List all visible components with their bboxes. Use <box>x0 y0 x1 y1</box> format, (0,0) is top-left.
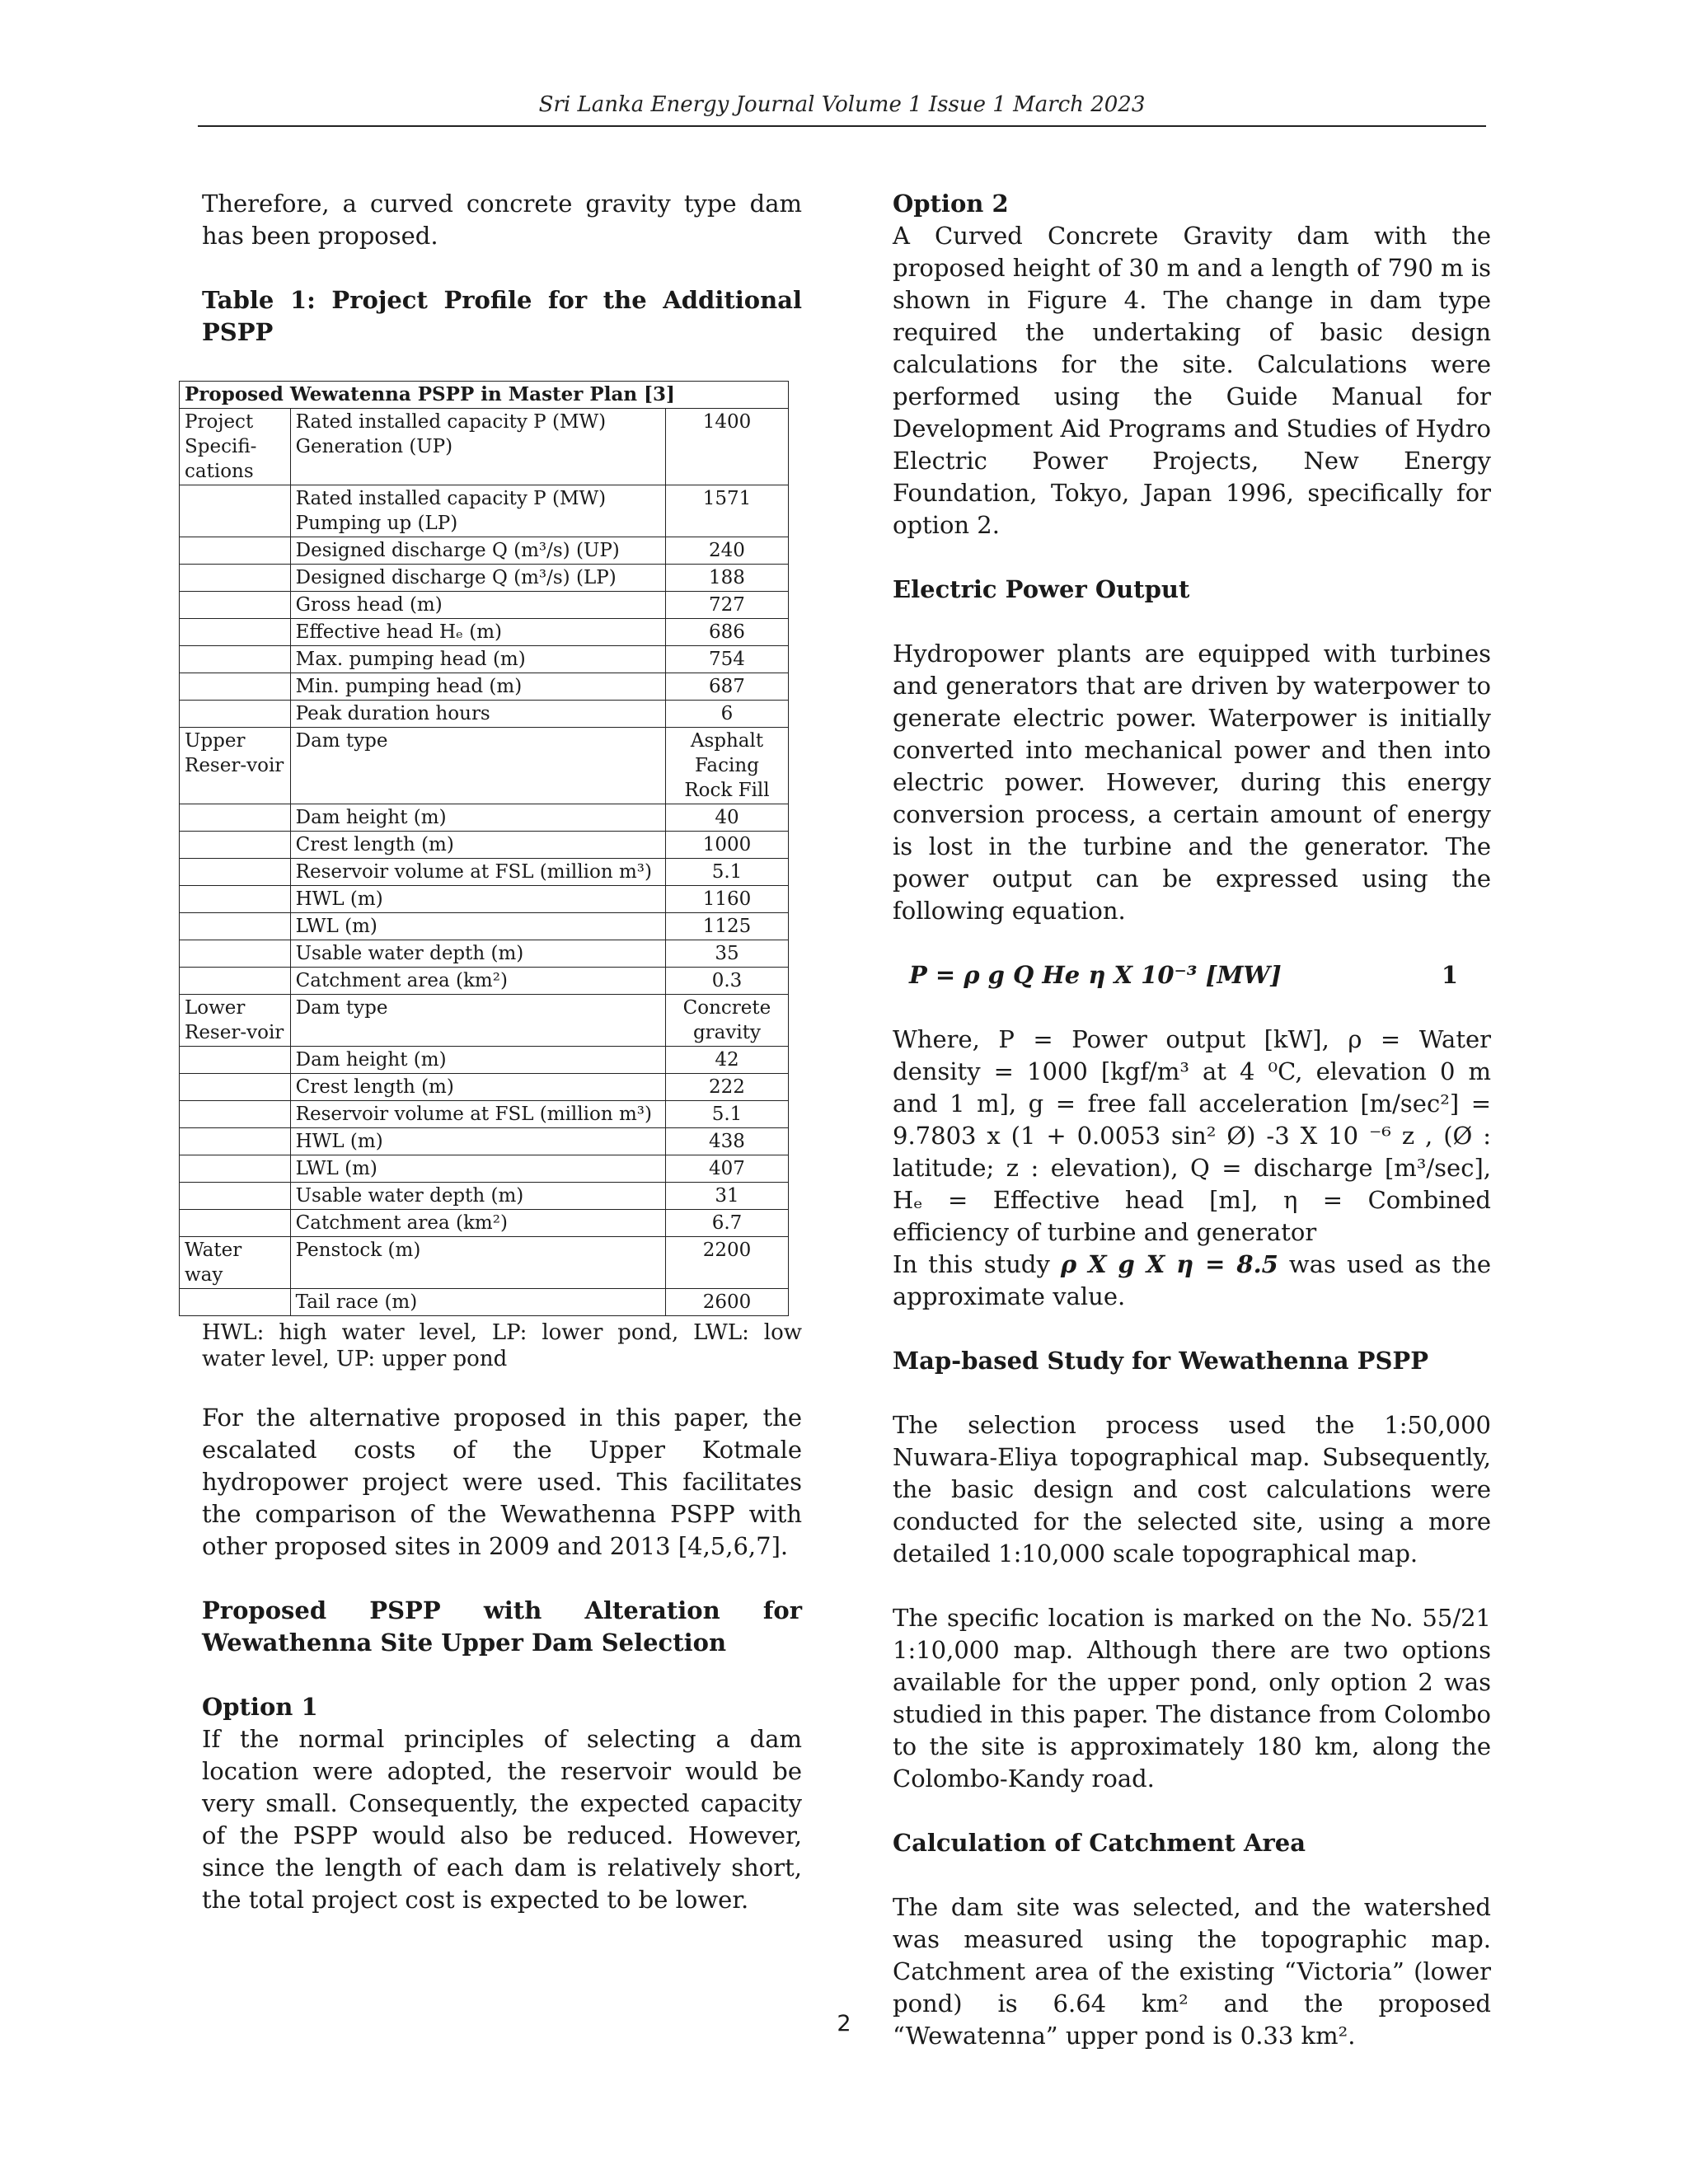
table-row <box>180 1047 789 1074</box>
table-value: 5.1 <box>665 859 788 886</box>
table-category: Water way <box>180 1237 291 1289</box>
table-row <box>180 646 789 673</box>
table-category-cell <box>180 886 291 913</box>
table-category-cell <box>180 1047 291 1074</box>
table-category-cell <box>180 537 291 565</box>
table-parameter: HWL (m) <box>290 886 665 913</box>
table-parameter: Catchment area (km²) <box>290 968 665 995</box>
table-parameter: Max. pumping head (m) <box>290 646 665 673</box>
table-row <box>180 1074 789 1101</box>
table-parameter: Rated installed capacity P (MW) Generation (UP) <box>290 409 665 485</box>
table-category-cell <box>180 565 291 592</box>
table-value: 407 <box>665 1155 788 1183</box>
table-category-cell <box>180 1101 291 1128</box>
power-paragraph: Hydropower plants are equipped with turbines and generators that are driven by waterpower to generate electric power. Waterpower is initially converted into mechanical power and then into electric power. However, during this energy conversion process, a certain amount of energy is lost in the turbine and the generator. The power output can be expressed using the following equation. <box>893 640 1491 925</box>
table-value: 188 <box>665 565 788 592</box>
table-parameter: Usable water depth (m) <box>290 940 665 968</box>
table-row <box>180 940 789 968</box>
table-value: 686 <box>665 619 788 646</box>
table-value: Concrete gravity <box>665 995 788 1047</box>
option2-heading: Option 2 <box>893 190 1009 218</box>
table-row <box>180 804 789 832</box>
table-value: 6.7 <box>665 1210 788 1237</box>
header-rule <box>198 125 1486 127</box>
option2-paragraph: A Curved Concrete Gravity dam with the proposed height of 30 m and a length of 790 m is shown in Figure 4. The change in dam type required the undertaking of basic design calculations for the site. Calculations were performed using the Guide Manual for Development Aid Programs and Studies of Hydro Electric Power Projects, New Energy Foundation, Tokyo, Japan 1996, specifically for option 2. <box>893 222 1491 539</box>
where-paragraph: Where, P = Power output [kW], ρ = Water density = 1000 [kgf/m³ at 4 ⁰C, elevation 0 m and 1 m], g = free fall acceleration [m/sec²] = 9.7803 x (1 + 0.0053 sin² Ø) -3 X 10 ⁻⁶ z , (Ø : latitude; z : elevation), Q = discharge [m³/sec], Hₑ = Effective head [m], η = Combined efficiency of turbine and generator <box>893 1025 1491 1246</box>
study-paragraph <box>893 1249 1491 1313</box>
table-row <box>180 1210 789 1237</box>
table-value: 1400 <box>665 409 788 485</box>
table-row <box>180 565 789 592</box>
table-row <box>180 968 789 995</box>
table-parameter: Catchment area (km²) <box>290 1210 665 1237</box>
table-row <box>180 1128 789 1155</box>
table-category-cell <box>180 1074 291 1101</box>
table-parameter: Peak duration hours <box>290 701 665 728</box>
table-category-cell <box>180 804 291 832</box>
table-parameter: HWL (m) <box>290 1128 665 1155</box>
table-value: 6 <box>665 701 788 728</box>
table-value: 40 <box>665 804 788 832</box>
table-parameter: Designed discharge Q (m³/s) (UP) <box>290 537 665 565</box>
table-category-cell <box>180 701 291 728</box>
table-value: Asphalt Facing Rock Fill <box>665 728 788 804</box>
study-prefix: In this study <box>893 1250 1050 1278</box>
table-row <box>180 619 789 646</box>
table-value: 35 <box>665 940 788 968</box>
table-row <box>180 913 789 940</box>
study-math: ρ X g X η = 8.5 <box>1060 1250 1278 1278</box>
table-value: 1571 <box>665 485 788 537</box>
option1-heading: Option 1 <box>202 1693 318 1721</box>
table-header: Proposed Wewatenna PSPP in Master Plan [3] <box>180 382 789 409</box>
table-parameter: Reservoir volume at FSL (million m³) <box>290 859 665 886</box>
table-row <box>180 673 789 701</box>
table-value: 31 <box>665 1183 788 1210</box>
table-value: 2600 <box>665 1289 788 1316</box>
intro-paragraph: Therefore, a curved concrete gravity type dam has been proposed. <box>202 190 802 250</box>
section-heading: Proposed PSPP with Alteration for Wewathenna Site Upper Dam Selection <box>202 1596 802 1657</box>
table-parameter: Effective head Hₑ (m) <box>290 619 665 646</box>
table-value: 438 <box>665 1128 788 1155</box>
table-caption: Table 1: Project Profile for the Additional PSPP <box>202 286 802 346</box>
table-value: 2200 <box>665 1237 788 1289</box>
map-paragraph-2: The specific location is marked on the No. 55/21 1:10,000 map. Although there are two options available for the upper pond, only option 2 was studied in this paper. The distance from Colombo to the site is approximately 180 km, along the Colombo-Kandy road. <box>893 1604 1491 1793</box>
table-category-cell <box>180 913 291 940</box>
table-row <box>180 859 789 886</box>
table-category-cell <box>180 1289 291 1316</box>
table-category-cell <box>180 619 291 646</box>
map-heading: Map-based Study for Wewathenna PSPP <box>893 1347 1429 1375</box>
table-row <box>180 728 789 804</box>
table-category-cell <box>180 673 291 701</box>
table-header-row <box>180 382 789 409</box>
table-parameter: Dam height (m) <box>290 1047 665 1074</box>
table-row <box>180 832 789 859</box>
table-value: 240 <box>665 537 788 565</box>
table-parameter: Reservoir volume at FSL (million m³) <box>290 1101 665 1128</box>
project-profile-table <box>179 381 789 1316</box>
table-value: 42 <box>665 1047 788 1074</box>
equation-number: 1 <box>1441 961 1458 989</box>
table-value: 754 <box>665 646 788 673</box>
alternative-paragraph: For the alternative proposed in this paper, the escalated costs of the Upper Kotmale hydropower project were used. This facilitates the comparison of the Wewathenna PSPP with other proposed sites in 2009 and 2013 [4,5,6,7]. <box>202 1404 802 1560</box>
table-parameter: LWL (m) <box>290 1155 665 1183</box>
table-category-cell <box>180 859 291 886</box>
table-row <box>180 1155 789 1183</box>
table-row <box>180 1289 789 1316</box>
power-equation <box>893 959 1491 991</box>
table-parameter: Min. pumping head (m) <box>290 673 665 701</box>
table-category: Lower Reser-voir <box>180 995 291 1047</box>
table-value: 5.1 <box>665 1101 788 1128</box>
table-category-cell <box>180 1155 291 1183</box>
table-category-cell <box>180 1210 291 1237</box>
table-parameter: Dam type <box>290 995 665 1047</box>
table-row <box>180 409 789 485</box>
table-value: 727 <box>665 592 788 619</box>
table-value: 0.3 <box>665 968 788 995</box>
table-value: 687 <box>665 673 788 701</box>
table-category: Project Specifi-cations <box>180 409 291 485</box>
left-column <box>185 188 802 1916</box>
table-parameter: Crest length (m) <box>290 1074 665 1101</box>
table-row <box>180 1101 789 1128</box>
table-row <box>180 1237 789 1289</box>
table-parameter: Designed discharge Q (m³/s) (LP) <box>290 565 665 592</box>
table-parameter: Gross head (m) <box>290 592 665 619</box>
table-category: Upper Reser-voir <box>180 728 291 804</box>
right-column <box>893 188 1491 2052</box>
table-row <box>180 701 789 728</box>
equation-body: P = ρ g Q He η X 10⁻³ [MW] <box>909 961 1282 989</box>
page-number: 2 <box>837 2011 851 2036</box>
map-paragraph-1: The selection process used the 1:50,000 Nuwara-Eliya topographical map. Subsequently, the basic design and cost calculations were conducted for the selected site, using a more detailed 1:10,000 scale topographical map. <box>893 1411 1491 1568</box>
table-note: HWL: high water level, LP: lower pond, LWL: low water level, UP: upper pond <box>202 1320 802 1371</box>
table-row <box>180 485 789 537</box>
table-category-cell <box>180 646 291 673</box>
table-category-cell <box>180 968 291 995</box>
table-parameter: Rated installed capacity P (MW) Pumping up (LP) <box>290 485 665 537</box>
table-category-cell <box>180 1128 291 1155</box>
table-category-cell <box>180 832 291 859</box>
table-row <box>180 592 789 619</box>
table-row <box>180 995 789 1047</box>
table-parameter: LWL (m) <box>290 913 665 940</box>
table-row <box>180 886 789 913</box>
table-parameter: Tail race (m) <box>290 1289 665 1316</box>
table-value: 222 <box>665 1074 788 1101</box>
table-row <box>180 537 789 565</box>
table-parameter: Dam type <box>290 728 665 804</box>
table-category-cell <box>180 940 291 968</box>
table-parameter: Crest length (m) <box>290 832 665 859</box>
table-parameter: Usable water depth (m) <box>290 1183 665 1210</box>
table-parameter: Dam height (m) <box>290 804 665 832</box>
table-body <box>180 409 789 1316</box>
table-parameter: Penstock (m) <box>290 1237 665 1289</box>
table-category-cell <box>180 1183 291 1210</box>
catchment-paragraph: The dam site was selected, and the watershed was measured using the topographic map. Catchment area of the existing “Victoria” (lower pond) is 6.64 km² and the proposed “Wewatenna” upper pond is 0.33 km². <box>893 1893 1491 2050</box>
table-value: 1000 <box>665 832 788 859</box>
catchment-heading: Calculation of Catchment Area <box>893 1829 1306 1857</box>
running-head: Sri Lanka Energy Journal Volume 1 Issue 1 March 2023 <box>538 92 1146 117</box>
table-category-cell <box>180 485 291 537</box>
table-value: 1125 <box>665 913 788 940</box>
option1-paragraph: If the normal principles of selecting a dam location were adopted, the reservoir would be very small. Consequently, the expected capacity of the PSPP would also be reduced. However, since the length of each dam is relatively short, the total project cost is expected to be lower. <box>202 1725 802 1914</box>
study-suffix: was used as the approximate value. <box>893 1250 1492 1310</box>
power-heading: Electric Power Output <box>893 575 1190 603</box>
table-category-cell <box>180 592 291 619</box>
table-value: 1160 <box>665 886 788 913</box>
table-row <box>180 1183 789 1210</box>
